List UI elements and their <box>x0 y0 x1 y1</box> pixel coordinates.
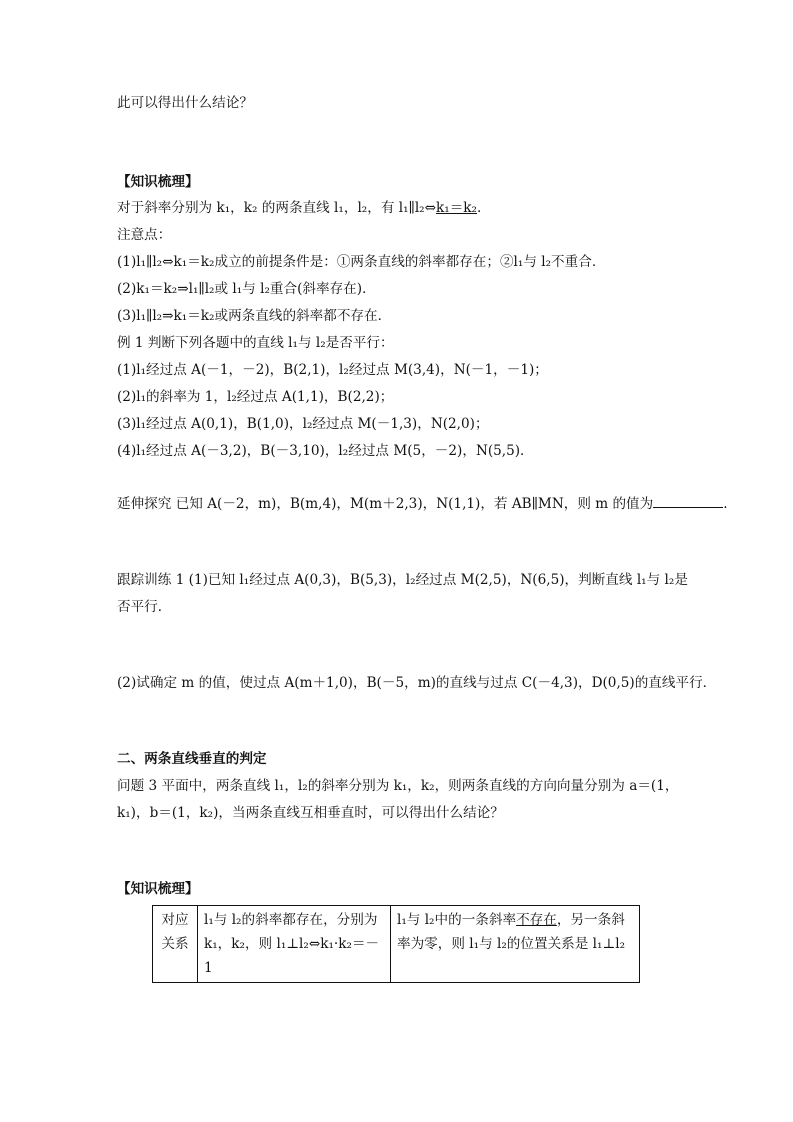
text-line <box>117 495 728 513</box>
text-span: l₁与 l₂中的一条斜率 <box>397 912 517 928</box>
table-cell <box>391 906 640 983</box>
period: . <box>476 200 482 216</box>
text-line: (1)l₁∥l₂⇔k₁＝k₂成立的前提条件是：①两条直线的斜率都存在；②l₁与 l₂不重合． <box>117 254 606 270</box>
text-span: 延伸探究 已知 A(－2，m)，B(m,4)，M(m＋2,3)，N(1,1)，若 AB∥MN，则 m 的值为 <box>117 496 654 512</box>
text-line: (2)试确定 m 的值，使过点 A(m＋1,0)，B(－5，m)的直线与过点 C(－4,3)，D(0,5)的直线平行． <box>117 675 717 691</box>
example-heading: 例 1 判断下列各题中的直线 l₁与 l₂是否平行： <box>117 335 394 351</box>
answer-blank <box>653 495 723 508</box>
table-text: k₁，k₂，则 l₁⊥l₂⇔k₁·k₂＝－1 <box>204 936 380 976</box>
text-line: 注意点： <box>117 227 172 243</box>
table-text: 关系 <box>161 936 189 952</box>
table-head-cell <box>153 906 198 983</box>
text-line: 否平行． <box>117 599 172 615</box>
text-span: 对于斜率分别为 k₁，k₂ 的两条直线 l₁，l₂，有 l₁∥l₂⇔ <box>117 200 437 216</box>
table-row <box>153 906 640 983</box>
underlined-term: 不存在 <box>516 912 557 928</box>
period: . <box>723 496 728 512</box>
question-heading: 问题 3 平面中，两条直线 l₁，l₂的斜率分别为 k₁，k₂，则两条直线的方向向量分别为 a＝(1， <box>117 778 679 794</box>
text-line: (3)l₁∥l₂⇒k₁＝k₂或两条直线的斜率都不存在． <box>117 308 392 324</box>
parallel-condition: k₁＝k₂ <box>436 200 477 216</box>
section-heading: 二、两条直线垂直的判定 <box>117 751 267 767</box>
text-span: ，另一条斜 <box>556 912 625 928</box>
text-line: (1)l₁经过点 A(－1，－2)，B(2,1)，l₂经过点 M(3,4)，N(－1，－1)； <box>117 362 548 378</box>
text-line: 此可以得出什么结论？ <box>117 95 253 111</box>
table-text: 对应 <box>161 912 189 928</box>
table-text: 率为零，则 l₁与 l₂的位置关系是 l₁⊥l₂ <box>397 936 626 952</box>
table-cell <box>198 906 391 983</box>
text-line: (2)l₁的斜率为 1，l₂经过点 A(1,1)，B(2,2)； <box>117 389 394 405</box>
text-line: k₁)，b＝(1，k₂)，当两条直线互相垂直时，可以得出什么结论？ <box>117 805 504 821</box>
table-text: l₁与 l₂的斜率都存在，分别为 <box>204 912 378 928</box>
section-heading: 【知识梳理】 <box>117 174 199 190</box>
text-line: (4)l₁经过点 A(－3,2)，B(－3,10)，l₂经过点 M(5，－2)，N(5,5)． <box>117 443 534 459</box>
text-line <box>117 199 481 217</box>
text-line: 跟踪训练 1 (1)已知 l₁经过点 A(0,3)，B(5,3)，l₂经过点 M(2,5)，N(6,5)，判断直线 l₁与 l₂是 <box>117 572 688 588</box>
section-heading: 【知识梳理】 <box>117 881 199 897</box>
text-line: (3)l₁经过点 A(0,1)，B(1,0)，l₂经过点 M(－1,3)，N(2,0)； <box>117 416 489 432</box>
text-line: (2)k₁＝k₂⇒l₁∥l₂或 l₁与 l₂重合(斜率存在)． <box>117 281 376 297</box>
knowledge-table <box>152 905 640 983</box>
table-text <box>397 908 633 932</box>
